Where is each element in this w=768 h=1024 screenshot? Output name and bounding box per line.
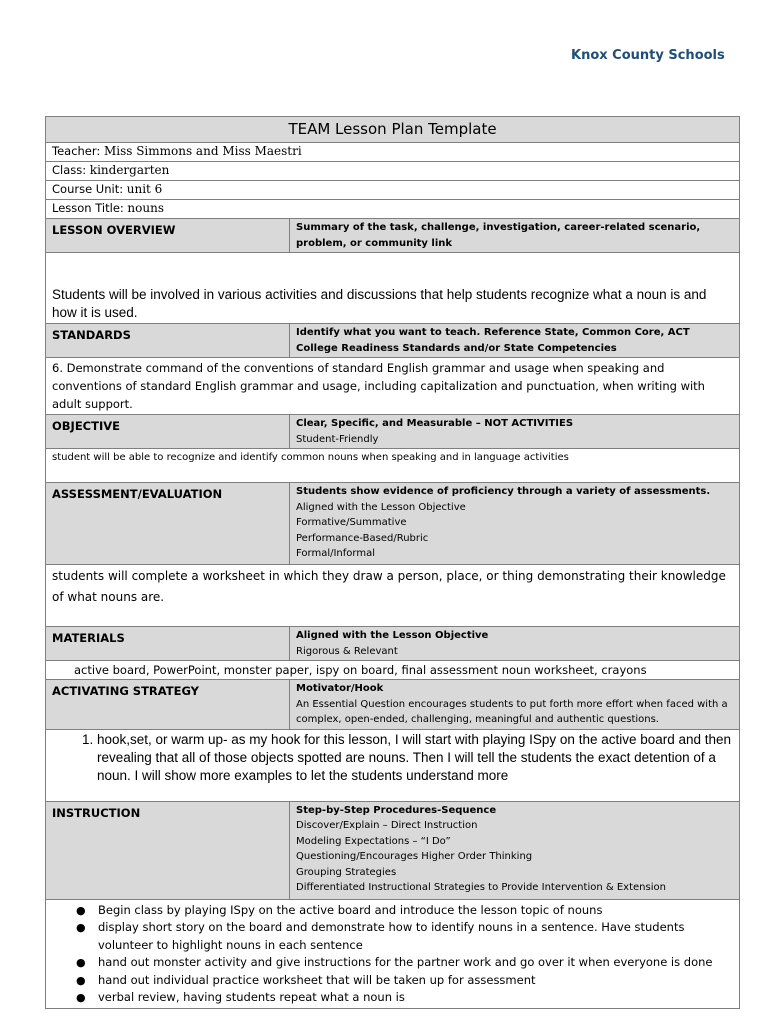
- assessment-guide-title: Students show evidence of proficiency through a variety of assessments.: [296, 486, 711, 497]
- list-item: ● display short story on the board and demonstrate how to identify nouns in a sentence. Have students volunteer to highlight nouns in each sentence: [76, 920, 685, 952]
- instruction-guide: [290, 801, 740, 899]
- assessment-guide: [290, 483, 740, 565]
- instruction-guide-line: Differentiated Instructional Strategies to Provide Intervention & Extension: [296, 882, 666, 893]
- assessment-heading: ASSESSMENT/EVALUATION: [46, 483, 290, 565]
- lesson-title-row: [46, 200, 740, 219]
- instruction-guide-line: Discover/Explain – Direct Instruction: [296, 820, 478, 831]
- materials-guide: [290, 627, 740, 661]
- objective-guide: [290, 415, 740, 449]
- overview-guide: Summary of the task, challenge, investigation, career-related scenario, problem, or community link: [290, 219, 740, 253]
- materials-guide-title: Aligned with the Lesson Objective: [296, 630, 489, 641]
- objective-heading: OBJECTIVE: [46, 415, 290, 449]
- standards-heading: STANDARDS: [46, 324, 290, 358]
- assessment-content: students will complete a worksheet in which they draw a person, place, or thing demonstrating their knowledge of what nouns are.: [46, 565, 740, 627]
- bullet-icon: ●: [76, 903, 86, 917]
- lesson-title-label: Lesson Title:: [52, 201, 124, 215]
- materials-guide-sub: Rigorous & Relevant: [296, 645, 398, 657]
- overview-heading: LESSON OVERVIEW: [46, 219, 290, 253]
- materials-heading: MATERIALS: [46, 627, 290, 661]
- assessment-guide-line: Formal/Informal: [296, 548, 375, 559]
- overview-content: Students will be involved in various activities and discussions that help students recognize what a noun is and how it is used.: [46, 253, 740, 324]
- course-unit-row: [46, 181, 740, 200]
- standards-guide: Identify what you want to teach. Reference State, Common Core, ACT College Readiness Standards and/or State Competencies: [290, 324, 740, 358]
- bullet-icon: ●: [76, 991, 86, 1004]
- objective-guide-sub: Student-Friendly: [296, 433, 379, 445]
- class-row: [46, 162, 740, 181]
- teacher-row: [46, 143, 740, 162]
- objective-guide-title: Clear, Specific, and Measurable – NOT ACTIVITIES: [296, 418, 574, 429]
- course-unit-label: Course Unit:: [52, 182, 124, 196]
- activating-heading: ACTIVATING STRATEGY: [46, 680, 290, 730]
- bullet-icon: ●: [76, 973, 86, 987]
- activating-guide: [290, 680, 740, 730]
- template-title: TEAM Lesson Plan Template: [46, 117, 740, 143]
- instruction-guide-line: Grouping Strategies: [296, 866, 397, 878]
- school-name: Knox County Schools: [571, 48, 725, 63]
- objective-content: student will be able to recognize and identify common nouns when speaking and in language activities: [46, 449, 740, 483]
- bullet-icon: ●: [76, 956, 86, 969]
- class-label: Class:: [52, 163, 87, 177]
- course-unit-value: unit 6: [126, 182, 163, 196]
- instruction-content: [46, 899, 740, 1008]
- assessment-guide-line: Aligned with the Lesson Objective: [296, 501, 466, 513]
- instruction-guide-line: Questioning/Encourages Higher Order Thinking: [296, 851, 533, 862]
- class-value: kindergarten: [89, 163, 170, 177]
- list-item: ● verbal review, having students repeat what a noun is: [98, 989, 733, 1007]
- list-item: ● hand out individual practice worksheet that will be taken up for assessment: [98, 972, 733, 990]
- instruction-guide-line: Modeling Expectations – “I Do”: [296, 835, 451, 847]
- activating-guide-title: Motivator/Hook: [296, 683, 384, 694]
- lesson-plan-table: [45, 116, 740, 1009]
- hook-item: 1. hook,set, or warm up- as my hook for this lesson, I will start with playing ISpy on the active board and then revealing that all of those objects spotted are nouns. Then I will tell the students the exact detention of a noun. I will show more examples to let the students understand more: [97, 731, 733, 785]
- teacher-label: Teacher:: [52, 144, 101, 158]
- assessment-guide-line: Performance-Based/Rubric: [296, 532, 429, 544]
- list-item: ● hand out monster activity and give instructions for the partner work and go over it when everyone is done: [98, 954, 733, 972]
- instruction-heading: INSTRUCTION: [46, 801, 290, 899]
- lesson-title-value: nouns: [127, 201, 164, 215]
- standards-content: 6. Demonstrate command of the conventions of standard English grammar and usage when speaking and conventions of standard English grammar and usage, including capitalization and punctuation, when writing with adult support.: [46, 358, 740, 415]
- bullet-icon: ●: [76, 921, 86, 934]
- list-item: ● Begin class by playing ISpy on the active board and introduce the lesson topic of nouns: [98, 902, 733, 920]
- teacher-value: Miss Simmons and Miss Maestri: [103, 144, 302, 158]
- instruction-guide-title: Step-by-Step Procedures-Sequence: [296, 804, 497, 816]
- assessment-guide-line: Formative/Summative: [296, 517, 407, 528]
- materials-content: active board, PowerPoint, monster paper, ispy on board, final assessment noun worksheet, crayons: [46, 661, 740, 680]
- activating-guide-text: An Essential Question encourages students to put forth more effort when faced with a complex, open-ended, challenging, meaningful and authentic questions.: [296, 698, 728, 725]
- activating-content: [46, 729, 740, 801]
